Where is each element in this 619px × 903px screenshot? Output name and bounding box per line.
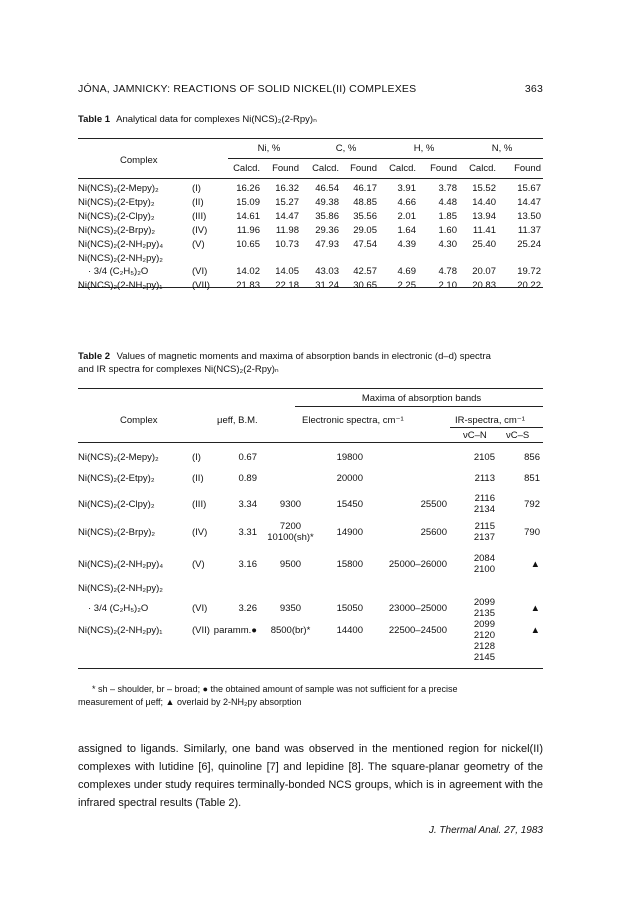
table2-row-number: (VI) (192, 603, 208, 614)
table2-cell-mu: 3.31 (238, 527, 257, 538)
table2-row-complex: Ni(NCS)₂(2-Etpy)₂ (78, 473, 155, 484)
table1-cell: 14.61 (236, 211, 260, 222)
table1-row-complex-cont: · 3/4 (C₂H₅)₂O (88, 266, 149, 277)
table2-ir-rule (450, 427, 543, 428)
table2-cell-band1: 9350 (279, 603, 302, 614)
table2-row-number: (V) (192, 559, 205, 570)
table1-cell: 3.78 (438, 183, 457, 194)
table1-group-header: C, % (335, 143, 357, 154)
table1-row-number: (VI) (192, 266, 208, 277)
table1-group-header: H, % (413, 143, 435, 154)
table1-cell: 46.54 (315, 183, 339, 194)
table1-subheader: Found (514, 163, 541, 174)
table1-row-complex: Ni(NCS)₂(2-Clpy)₂ (78, 211, 155, 222)
table1-cell: 43.03 (315, 266, 339, 277)
table1-cell: 4.78 (438, 266, 457, 277)
table1-cell: 25.40 (472, 239, 496, 250)
table1-top-rule (78, 138, 543, 139)
table1-subheader: Calcd. (469, 163, 496, 174)
table1-cell: 4.48 (438, 197, 457, 208)
table2-cell-cn: 2115 2137 (473, 521, 495, 543)
table1-cell: 35.86 (315, 211, 339, 222)
running-header (78, 83, 543, 95)
table2-row-complex: Ni(NCS)₂(2-Mepy)₂ (78, 452, 159, 463)
table1-cell: 30.65 (353, 280, 377, 291)
table2-row-number: (II) (192, 473, 204, 484)
table2-top-rule (78, 388, 543, 389)
table1-row-number: (II) (192, 197, 204, 208)
table2-cell-cs: 856 (524, 452, 540, 463)
table2-row-complex: Ni(NCS)₂(2-Brpy)₂ (78, 527, 156, 538)
table2-cell-band2: 20000 (336, 473, 363, 484)
table2-cell-band2: 15050 (336, 603, 363, 614)
table2-cell-band1: 9300 (279, 499, 302, 510)
table2-cell-band3: 25500 (420, 499, 447, 510)
table1-cell: 2.01 (397, 211, 416, 222)
table2-cell-cs: ▲ (530, 625, 540, 636)
table2-caption (78, 350, 548, 376)
table2-cell-mu: 0.67 (238, 452, 257, 463)
table1-cell: 4.39 (397, 239, 416, 250)
table1-subheader: Calcd. (389, 163, 416, 174)
table2-cell-mu: 3.34 (238, 499, 257, 510)
table2-cell-band2: 19800 (336, 452, 363, 463)
table1-cell: 49.38 (315, 197, 339, 208)
table1-cell: 29.36 (315, 225, 339, 236)
table1-subheader: Calcd. (233, 163, 260, 174)
table1-row-complex: Ni(NCS)₂(2-NH₂py)₄ (78, 239, 164, 250)
table1-subheader: Found (430, 163, 457, 174)
table1-cell: 15.52 (472, 183, 496, 194)
table1-cell: 14.02 (236, 266, 260, 277)
table1-cell: 14.47 (275, 211, 299, 222)
table1-row-complex: Ni(NCS)₂(2-Mepy)₂ (78, 183, 159, 194)
table2-row-number: (III) (192, 499, 207, 510)
table2-cell-cn: 2099 2135 (473, 597, 495, 619)
table1-cell: 16.26 (236, 183, 260, 194)
table2-row-number: (I) (192, 452, 201, 463)
table1-row-number: (IV) (192, 225, 208, 236)
table1-cell: 22.18 (275, 280, 299, 291)
table1-cell: 25.24 (517, 239, 541, 250)
table2-row-complex-cont: · 3/4 (C₂H₅)₂O (88, 603, 149, 614)
table2-cell-mu: paramm.● (213, 625, 257, 636)
table1-row-number: (VII) (192, 280, 210, 291)
table2-row-number: (VII) (192, 625, 210, 636)
table1-header-bottom-rule (78, 178, 543, 179)
page-number: 363 (524, 83, 543, 95)
table2-col-cn: νC–N (463, 430, 487, 441)
table2-cell-band3: 25000–26000 (388, 559, 447, 570)
table1-caption (78, 113, 317, 126)
table2-cell-band3: 22500–24500 (388, 625, 447, 636)
table2-cell-band2: 14900 (336, 527, 363, 538)
table2-caption-line1: Values of magnetic moments and maxima of absorption bands in electronic (d–d) spectra (116, 351, 491, 362)
table1-row-complex: Ni(NCS)₂(2-Etpy)₂ (78, 197, 155, 208)
table1-label: Table 1 (78, 114, 111, 125)
table2-label: Table 2 (78, 351, 111, 362)
table1-caption-text: Analytical data for complexes Ni(NCS)₂(2-Rpy)ₙ (116, 114, 317, 125)
journal-footer: J. Thermal Anal. 27, 1983 (428, 825, 543, 836)
table2-row-number: (IV) (192, 527, 208, 538)
table1-cell: 31.24 (315, 280, 339, 291)
table2-col-complex: Complex (120, 415, 158, 426)
table1-row-number: (III) (192, 211, 207, 222)
table1-cell: 11.96 (236, 225, 260, 236)
table1-cell: 4.30 (438, 239, 457, 250)
table2-cell-mu: 3.16 (238, 559, 257, 570)
table2-cell-cs: ▲ (530, 603, 540, 614)
table1-cell: 14.40 (472, 197, 496, 208)
table2-bottom-rule (78, 668, 543, 669)
table2-cell-mu: 3.26 (238, 603, 257, 614)
table2-cell-band3: 23000–25000 (388, 603, 447, 614)
table1-cell: 15.67 (517, 183, 541, 194)
table1-cell: 48.85 (353, 197, 377, 208)
table1-cell: 11.37 (517, 225, 541, 236)
table2-footnote-line2: measurement of μeff; ▲ overlaid by 2-NH₂py absorption (78, 697, 302, 707)
running-title: JÓNA, JAMNICKY: REACTIONS OF SOLID NICKEL(II) COMPLEXES (78, 83, 417, 95)
table2-maxima-rule (295, 406, 543, 407)
table2-cell-cn: 2113 (474, 473, 495, 484)
table1-cell: 4.69 (397, 266, 416, 277)
table2-cell-mu: 0.89 (238, 473, 257, 484)
table1-cell: 47.93 (315, 239, 339, 250)
table1-subheader: Found (350, 163, 377, 174)
table2-row-complex: Ni(NCS)₂(2-NH₂py)₂ (78, 583, 163, 594)
table2-cell-band1: 9500 (279, 559, 302, 570)
table2-caption-line2: and IR spectra for complexes Ni(NCS)₂(2-Rpy)ₙ (78, 364, 279, 375)
table2-footnote-line1: * sh – shoulder, br – broad; ● the obtained amount of sample was not sufficient for a precise (92, 684, 458, 694)
table2-cell-band1: 7200 10100(sh)* (267, 521, 314, 543)
table1-cell: 13.50 (517, 211, 541, 222)
table1-cell: 2.10 (438, 280, 457, 291)
body-paragraph: assigned to ligands. Similarly, one band was observed in the mentioned region for nickel(II) complexes with lutidine [6], quinoline [7] and lepidine [8]. The square-planar geometry of the complexes under study requires terminally-bonded NCS groups, which is in agreement with the infrared spectral results (Table 2). (78, 743, 543, 809)
table1-group-header: Ni, % (257, 143, 281, 154)
table1-cell: 20.22 (517, 280, 541, 291)
table2-cell-cn: 2084 2100 (473, 553, 495, 575)
table1-row-complex: Ni(NCS)₂(2-NH₂py)₁ (78, 280, 163, 291)
table1-cell: 10.65 (236, 239, 260, 250)
table2-row-complex: Ni(NCS)₂(2-NH₂py)₁ (78, 625, 163, 636)
table1-cell: 21.83 (236, 280, 260, 291)
table1-cell: 14.47 (517, 197, 541, 208)
table2-cell-cs: ▲ (530, 559, 540, 570)
table1-cell: 20.07 (472, 266, 496, 277)
table2-cell-band3: 25600 (420, 527, 447, 538)
table1-cell: 19.72 (517, 266, 541, 277)
table2-cell-band2: 15450 (336, 499, 363, 510)
table2-maxima-header: Maxima of absorption bands (361, 393, 482, 404)
table1-cell: 2.25 (397, 280, 416, 291)
table2-cell-cs: 792 (524, 499, 540, 510)
table1-subheader: Calcd. (312, 163, 339, 174)
table1-cell: 15.27 (275, 197, 299, 208)
table2-cell-band1: 8500(br)* (270, 625, 311, 636)
table1-cell: 1.85 (438, 211, 457, 222)
table1-cell: 42.57 (353, 266, 377, 277)
table1-cell: 3.91 (397, 183, 416, 194)
table1-cell: 10.73 (275, 239, 299, 250)
table2-cell-cn: 2116 2134 (473, 493, 495, 515)
table1-cell: 35.56 (353, 211, 377, 222)
table1-cell: 1.60 (438, 225, 457, 236)
table1-group-header: N, % (491, 143, 513, 154)
table2-cell-cs: 790 (524, 527, 540, 538)
table1-cell: 15.09 (236, 197, 260, 208)
table1-row-number: (V) (192, 239, 205, 250)
table2-header-bottom-rule (78, 442, 543, 443)
table2-cell-cn: 2099 2120 2128 2145 (473, 619, 495, 663)
table1-cell: 16.32 (275, 183, 299, 194)
table1-row-complex: Ni(NCS)₂(2-NH₂py)₂ (78, 253, 163, 264)
table1-col-complex: Complex (120, 155, 158, 166)
table1-cell: 4.66 (397, 197, 416, 208)
table2-row-complex: Ni(NCS)₂(2-Clpy)₂ (78, 499, 155, 510)
table2-col-electronic: Electronic spectra, cm⁻¹ (302, 415, 404, 426)
table2-footnote (78, 683, 548, 709)
table1-row-number: (I) (192, 183, 201, 194)
table1-cell: 11.98 (275, 225, 299, 236)
table1-cell: 14.05 (275, 266, 299, 277)
table2-cell-cs: 851 (524, 473, 540, 484)
table2-cell-band2: 14400 (336, 625, 363, 636)
table1-cell: 47.54 (353, 239, 377, 250)
table2-col-mu: μeff, B.M. (217, 415, 258, 426)
table1-cell: 1.64 (397, 225, 416, 236)
table2-cell-band2: 15800 (336, 559, 363, 570)
table1-subheader: Found (272, 163, 299, 174)
table1-cell: 20.83 (472, 280, 496, 291)
table2-cell-cn: 2105 (473, 452, 495, 463)
table1-cell: 13.94 (472, 211, 496, 222)
table1-row-complex: Ni(NCS)₂(2-Brpy)₂ (78, 225, 156, 236)
table1-cell: 46.17 (353, 183, 377, 194)
table1-cell: 11.41 (472, 225, 496, 236)
table1-cell: 29.05 (353, 225, 377, 236)
table2-row-complex: Ni(NCS)₂(2-NH₂py)₄ (78, 559, 164, 570)
table2-col-ir: IR-spectra, cm⁻¹ (455, 415, 525, 426)
table2-col-cs: νC–S (506, 430, 530, 441)
table1-header-mid-rule (228, 158, 543, 159)
